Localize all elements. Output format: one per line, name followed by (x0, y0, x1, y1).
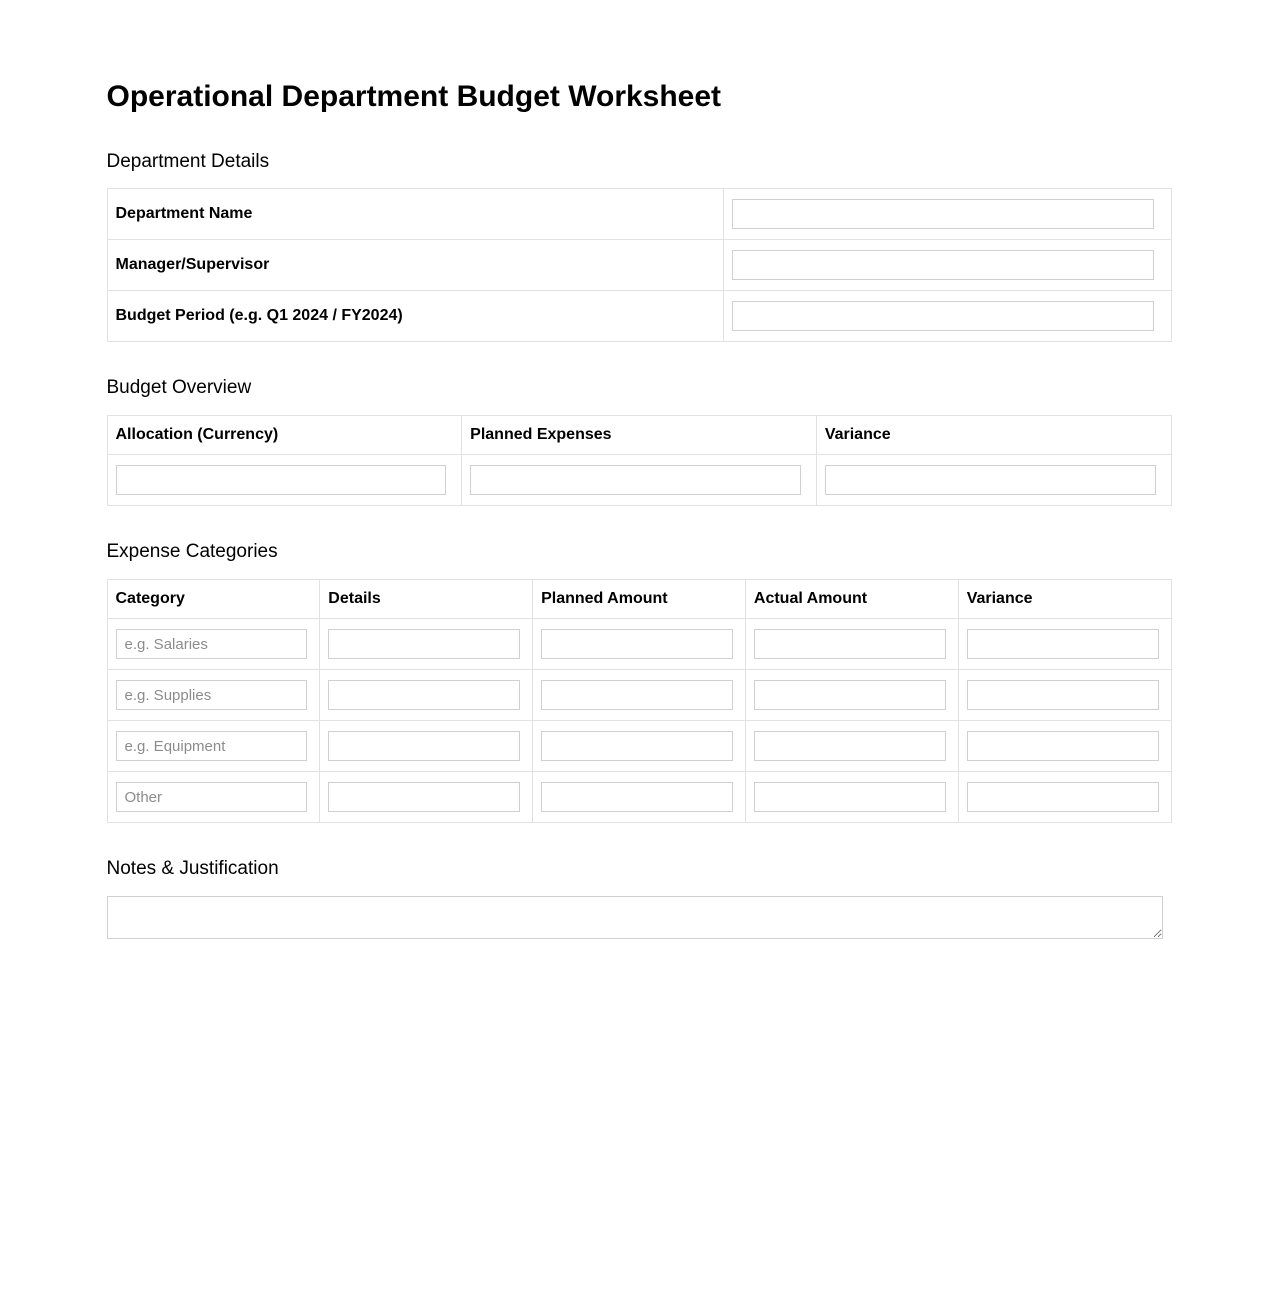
section-department-details (107, 151, 1172, 343)
table-cell (745, 721, 958, 772)
planned-amount-input-row-2[interactable] (541, 680, 733, 710)
notes-justification-textarea[interactable] (107, 896, 1163, 939)
section-notes-justification (107, 858, 1172, 939)
expense-row (107, 670, 1171, 721)
allocation-column-header: Allocation (Currency) (107, 416, 462, 455)
budget-overview-table (107, 415, 1172, 506)
manager-supervisor-label: Manager/Supervisor (107, 240, 723, 291)
table-cell (723, 189, 1171, 240)
actual-amount-input-row-4[interactable] (754, 782, 946, 812)
table-row (107, 291, 1171, 342)
table-cell (745, 619, 958, 670)
planned-amount-input-row-1[interactable] (541, 629, 733, 659)
category-input-row-4[interactable] (116, 782, 308, 812)
details-input-row-4[interactable] (328, 782, 520, 812)
table-cell (958, 670, 1171, 721)
table-cell (533, 670, 746, 721)
category-input-row-1[interactable] (116, 629, 308, 659)
expense-row (107, 721, 1171, 772)
table-cell (723, 240, 1171, 291)
table-row (107, 455, 1171, 506)
variance-column-header: Variance (958, 580, 1171, 619)
variance-input-row-4[interactable] (967, 782, 1159, 812)
table-cell (107, 721, 320, 772)
variance-column-header: Variance (816, 416, 1171, 455)
actual-amount-column-header: Actual Amount (745, 580, 958, 619)
department-details-table (107, 188, 1172, 342)
planned-expenses-input[interactable] (470, 465, 801, 495)
table-cell (958, 619, 1171, 670)
planned-expenses-column-header: Planned Expenses (462, 416, 817, 455)
table-header-row (107, 580, 1171, 619)
table-cell (533, 721, 746, 772)
actual-amount-input-row-2[interactable] (754, 680, 946, 710)
section-heading-budget-overview: Budget Overview (106, 377, 252, 399)
section-heading-notes-justification: Notes & Justification (106, 858, 279, 880)
table-cell (745, 772, 958, 823)
budget-worksheet-page (107, 0, 1172, 1099)
manager-supervisor-input[interactable] (732, 250, 1154, 280)
table-cell (320, 772, 533, 823)
page-title: Operational Department Budget Worksheet (106, 80, 722, 113)
table-cell (745, 670, 958, 721)
details-input-row-3[interactable] (328, 731, 520, 761)
table-cell (320, 619, 533, 670)
expense-categories-table (107, 579, 1172, 823)
section-heading-expense-categories: Expense Categories (106, 541, 278, 563)
expense-row (107, 619, 1171, 670)
expense-row (107, 772, 1171, 823)
variance-input-row-2[interactable] (967, 680, 1159, 710)
table-cell (107, 619, 320, 670)
planned-amount-input-row-4[interactable] (541, 782, 733, 812)
table-cell (320, 721, 533, 772)
table-row (107, 240, 1171, 291)
section-heading-department-details: Department Details (106, 150, 270, 172)
category-input-row-2[interactable] (116, 680, 308, 710)
table-cell (107, 455, 462, 506)
table-cell (462, 455, 817, 506)
department-name-input[interactable] (732, 199, 1154, 229)
budget-period-label: Budget Period (e.g. Q1 2024 / FY2024) (107, 291, 723, 342)
allocation-input[interactable] (116, 465, 447, 495)
details-column-header: Details (320, 580, 533, 619)
actual-amount-input-row-1[interactable] (754, 629, 946, 659)
table-cell (107, 670, 320, 721)
table-cell (533, 619, 746, 670)
department-name-label: Department Name (107, 189, 723, 240)
table-cell (533, 772, 746, 823)
variance-input-row-3[interactable] (967, 731, 1159, 761)
table-cell (816, 455, 1171, 506)
table-cell (958, 772, 1171, 823)
budget-period-input[interactable] (732, 301, 1154, 331)
details-input-row-2[interactable] (328, 680, 520, 710)
table-header-row (107, 416, 1171, 455)
table-cell (320, 670, 533, 721)
details-input-row-1[interactable] (328, 629, 520, 659)
planned-amount-column-header: Planned Amount (533, 580, 746, 619)
table-cell (107, 772, 320, 823)
variance-input[interactable] (825, 465, 1156, 495)
section-budget-overview (107, 377, 1172, 506)
variance-input-row-1[interactable] (967, 629, 1159, 659)
category-column-header: Category (107, 580, 320, 619)
actual-amount-input-row-3[interactable] (754, 731, 946, 761)
planned-amount-input-row-3[interactable] (541, 731, 733, 761)
category-input-row-3[interactable] (116, 731, 308, 761)
table-cell (723, 291, 1171, 342)
section-expense-categories (107, 541, 1172, 823)
table-row (107, 189, 1171, 240)
table-cell (958, 721, 1171, 772)
